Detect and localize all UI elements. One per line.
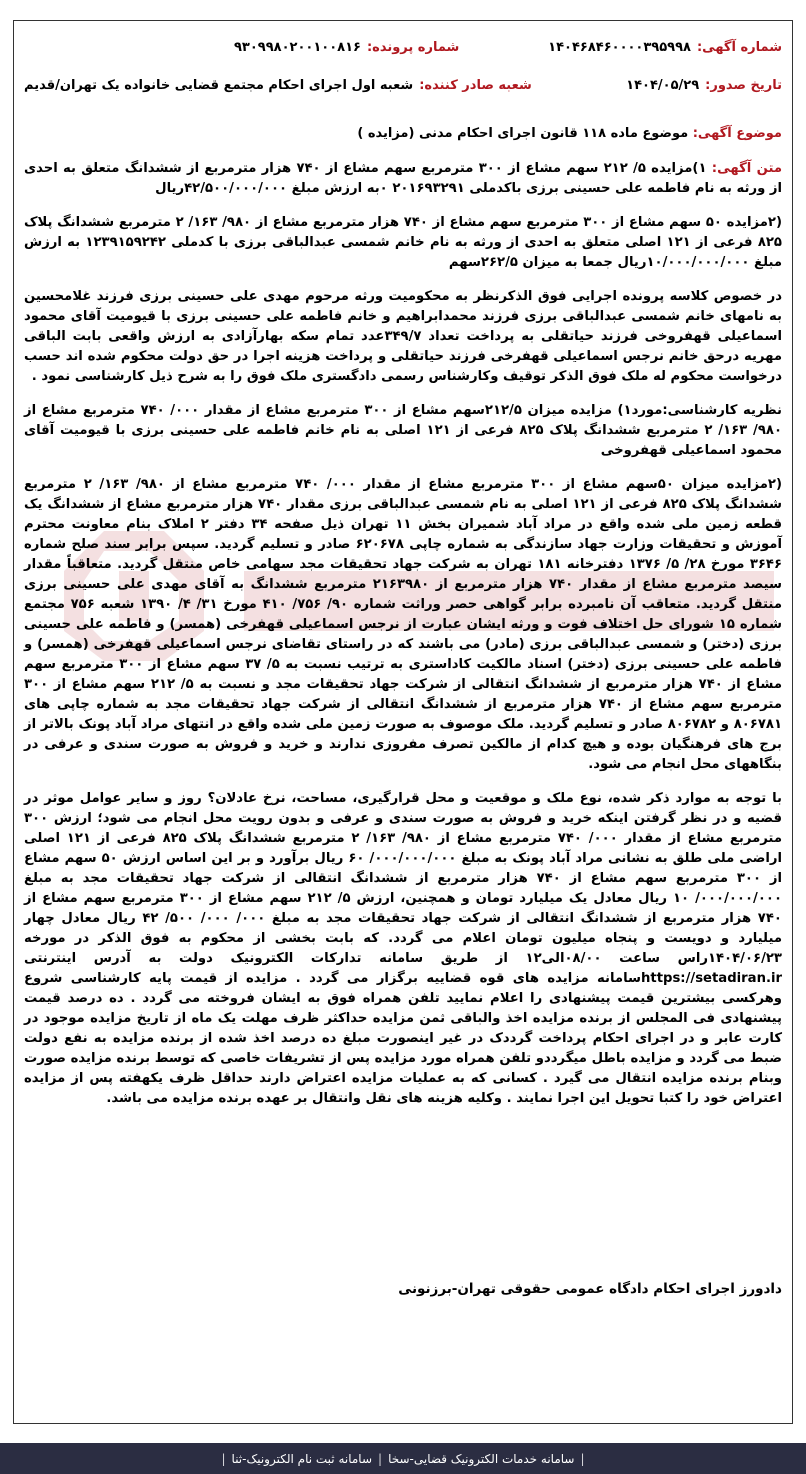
- footer-bar: [0, 1443, 806, 1474]
- ad-number-field: [548, 40, 782, 55]
- body-paragraph-2: (۲مزایده ۵۰ سهم مشاع از ۳۰۰ مترمربع سهم مشاع از ۷۴۰ هزار مترمربع مشاع از ۹۸۰/ ۱۶۳/ ۲ مترمربع ششدانگ پلاک ۸۲۵ فرعی از ۱۲۱ اصلی متعلق به احدی از ورثه به نام خانم شمسی عبدالباقی برزی با کدملی ۱۲۳۹۱۵۹۲۴۲ به ارزش مبلغ ۱۰/۰۰۰/۰۰۰/۰۰۰ریال جمعا به میزان ۲۶۲/۵سهم: [24, 215, 782, 270]
- subject-label: موضوع آگهی:: [692, 126, 782, 141]
- issuer-label: شعبه صادر کننده:: [419, 77, 532, 93]
- body-paragraph-1-text: ۱)مزایده ۵/ ۲۱۲ سهم مشاع از ۳۰۰ مترمربع سهم مشاع از ۷۴۰ هزار مترمربع از ششدانگ متعلق به احدی از ورثه به نام فاطمه علی حسینی برزی باکدملی ۲۰۱۶۹۳۲۹۱ ۰به ارزش مبلغ ۴۲/۵۰۰/۰۰۰/۰۰۰ریال: [24, 161, 782, 196]
- ad-body: [24, 159, 782, 1123]
- subject-row: [24, 126, 782, 141]
- issue-date-value: ۱۴۰۴/۰۵/۲۹: [626, 77, 700, 93]
- case-number-label: شماره پرونده:: [366, 39, 460, 55]
- case-number-field: [234, 40, 459, 55]
- body-paragraph-1: [24, 159, 782, 199]
- issue-date-label: تاریخ صدور:: [705, 77, 782, 93]
- issuer-field: [24, 78, 532, 93]
- footer-separator: |: [221, 1451, 226, 1466]
- issue-date-field: [626, 78, 782, 93]
- issuer-value: شعبه اول اجرای احکام مجتمع قضایی خانواده یک تهران/قدیم: [24, 77, 414, 93]
- document-frame: [13, 20, 793, 1424]
- case-number-value: ۹۳۰۹۹۸۰۲۰۰۱۰۰۸۱۶: [234, 39, 361, 55]
- signature-line: دادورز اجرای احکام دادگاه عمومی حقوقی تهران-برزنونی: [398, 1281, 782, 1297]
- footer-link-sakha[interactable]: سامانه خدمات الکترونیک قضایی-سخا: [388, 1451, 575, 1466]
- subject-value: موضوع ماده ۱۱۸ قانون اجرای احکام مدنی (مزایده ): [357, 126, 689, 141]
- body-paragraph-6: با توجه به موارد ذکر شده، نوع ملک و موقعیت و محل قرارگیری، مساحت، نرخ عادلان؟ روز و سایر عوامل موثر در قضیه و در نظر گرفتن اینکه خرید و فروش به صورت سندی و عرفی و بدون رویت محل انجام می شود؛ ارزش ۳۰۰ مترمربع مشاع از مقدار ۰۰۰/ ۷۴۰ مترمربع مشاع از ۹۸۰/ ۱۶۳/ ۲ مترمربع ششدانگ پلاک ۸۲۵ فرعی از ۱۲۱ اصلی اراضی ملی طلق به نشانی مراد آباد پونک به مبلغ ۰۰۰/۰۰۰/۰۰۰/ ۶۰ ریال برآورد و بر این اساس ارزش ۵۰ سهم مشاع از ۳۰۰ مترمربع سهم مشاع از ۷۴۰ هزار مترمربع از ششدانگ انتقالی از شرکت جهاد تحقیقات مجد به مبلغ ۰۰۰/۰۰۰/۰۰۰/ ۱۰ ریال معادل یک میلیارد تومان و همچنین، ارزش ۵/ ۲۱۲ سهم مشاع از ۳۰۰ مترمربع سهم مشاع از ۷۴۰ هزار مترمربع از ششدانگ انتقالی از شرکت جهاد تحقیقات مجد به مبلغ ۰۰۰/ ۰۰۰/ ۵۰۰/ ۴۲ ریال معادل چهار میلیارد و دویست و پنجاه میلیون تومان اعلام می گردد. که بابت بخشی از محکوم به فوق الذکر در مورخه ۱۴۰۴/۰۶/۲۳راس ساعت ۰۸/۰۰الی۱۲ از طریق سامانه تدارکات الکترونیک دولت به آدرس اینترنتی https://setadiran.irسامانه مزایده های قوه قضاییه برگزار می گردد . مزایده از قیمت پایه کارشناسی شروع وهرکسی بیشترین قیمت پیشنهادی را اعلام نمایید تلفن همراه فوق به ایشان فروخته می گردد . ده درصد قیمت پیشنهادی فی المجلس از برنده مزایده اخذ والباقی ثمن مزایده حداکثر ظرف مهلت یک ماه از تاریخ مزایده موجود در کارت عابر و در اجرای احکام پرداخت گرددک در غیر اینصورت مبلغ ده درصد اخذ شده از برنده مزایده به نفع دولت ضبط می گردد و مزایده باطل میگرددو تلفن همراه مورد مزایده پس از تشریفات خاصی که توسط برنده مزایده صورت وبنام برنده مزایده انتقال می گیرد . کسانی که به عملیات مزایده اعتراض دارند حداقل ظرف یکهفته پس از مزایده اعتراض خود را کتبا تحویل این اجرا نمایند . وکلیه هزینه های نقل وانتقال بر عهده برنده مزایده می باشد.: [24, 791, 782, 1106]
- header-row-2: [24, 73, 782, 97]
- body-paragraph-5: (۲مزایده میزان ۵۰سهم مشاع از ۳۰۰ مترمربع مشاع از مقدار ۰۰۰/ ۷۴۰ مترمربع مشاع از ۹۸۰/ ۱۶۳/ ۲ مترمربع ششدانگ پلاک ۸۲۵ فرعی از ۱۲۱ اصلی به نام شمسی عبدالباقی برزی مقدار ۷۴۰ هزار مترمربع مشاع از ششدانگ یک قطعه زمین ملی شده واقع در مراد آباد شمیران بخش ۱۱ تهران ذیل صفحه ۳۴ دفتر ۲ املاک بنام معاونت محترم آموزش و تحقیقات وزارت جهاد سازندگی به شماره چاپی ۶۲۰۶۷۸ صادر و تسلیم گردید. سپس برابر سند صلح شماره ۳۶۴۶ مورخ ۲۸/ ۵/ ۱۳۷۶ دفترخانه ۱۸۱ تهران به شرکت جهاد تحقیقات مجد سهامی خاص منتقل گردید. متعاقباً مقدار سیصد مترمربع مشاع از مقدار ۷۴۰ هزار مترمربع از ۲۱۶۳۹۸۰ مترمربع ششدانگ به آقای مهدی علی حسینی برزی منتقل گردید. متعاقب آن نامبرده برابر گواهی حصر وراثت شماره ۹۰/ ۷۵۶/ ۴۱۰ مورخ ۳۱/ ۴/ ۱۳۹۰ شعبه ۷۵۶ مجتمع شماره ۱۵ شورای حل اختلاف فوت و ورثه ایشان عبارت از نرجس اسماعیلی قهفرخی (همسر) و فاطمه علی حسینی برزی (دختر) و شمسی عبدالباقی برزی (مادر) می باشند که در راستای تقاضای نرجس اسماعیلی قهفرخی (همسر) و فاطمه علی حسینی برزی (دختر) اسناد مالکیت کاداستری به ترتیب نسبت به ۵/ ۳۷ سهم مشاع از ۳۰۰ مترمربع سهم مشاع از ۷۴۰ هزار مترمربع از ششدانگ انتقالی از شرکت جهاد تحقیقات مجد و نسبت به ۵/ ۲۱۲ سهم مشاع از ۳۰۰ مترمربع سهم مشاع از ۷۴۰ هزار مترمربع از ششدانگ انتقالی از شرکت جهاد تحقیقات مجد به شماره چاپی های ۸۰۶۷۸۱ و ۸۰۶۷۸۲ صادر و تسلیم گردید. ملک موصوف به صورت زمین ملی شده واقع در انتهای مراد آباد پونک بالاتر از برج های فرهنگیان بوده و هیچ کدام از مالکین تصرف مفروزی ندارند و خرید و فروش به صورت سندی و عرفی در بنگاههای محل انجام می شود.: [24, 477, 783, 772]
- body-paragraph-3: در خصوص کلاسه پرونده اجرایی فوق الذکرنظر به محکومیت ورثه مرحوم مهدی علی حسینی برزی فرزند غلامحسین به نامهای خانم شمسی عبدالباقی برزی فرزند محمدابراهیم و خانم فاطمه علی حسینی برزی با قیومیت آقای محمود اسماعیلی قهفروخی فرزند حیاتقلی به پرداخت تعداد ۳۴۹/۷عدد تمام سکه بهارآزادی به ارزش واقعی بابت الباقی مهریه درحق خانم نرجس اسماعیلی قهفرخی فرزند حیاتقلی و پرداخت هزینه اجرا در حق دولت محکوم شده اند حسب درخواست محکوم له ملک فوق الذکر توقیف وکارشناس رسمی دادگستری ملک فوق را به شرح ذیل کارشناسی نمود .: [24, 289, 782, 384]
- header-row-1: [24, 35, 782, 59]
- body-paragraph-4: نظریه کارشناسی:مورد۱) مزایده میزان ۲۱۲/۵سهم مشاع از ۳۰۰ مترمربع مشاع از مقدار ۰۰۰/ ۷۴۰ مترمربع مشاع از ۹۸۰/ ۱۶۳/ ۲ مترمربع ششدانگ پلاک ۸۲۵ فرعی از ۱۲۱ اصلی به نام خانم فاطمه علی حسینی برزی با قیومیت آقای محمود اسماعیلی قهفروخی: [24, 403, 782, 458]
- footer-separator: |: [378, 1451, 383, 1466]
- ad-number-value: ۱۴۰۴۶۸۴۶۰۰۰۰۳۹۵۹۹۸: [548, 39, 691, 55]
- body-label: متن آگهی:: [711, 161, 782, 176]
- footer-link-sana[interactable]: سامانه ثبت نام الکترونیک-ثنا: [231, 1451, 373, 1466]
- footer-separator: |: [580, 1451, 585, 1466]
- ad-number-label: شماره آگهی:: [696, 39, 782, 55]
